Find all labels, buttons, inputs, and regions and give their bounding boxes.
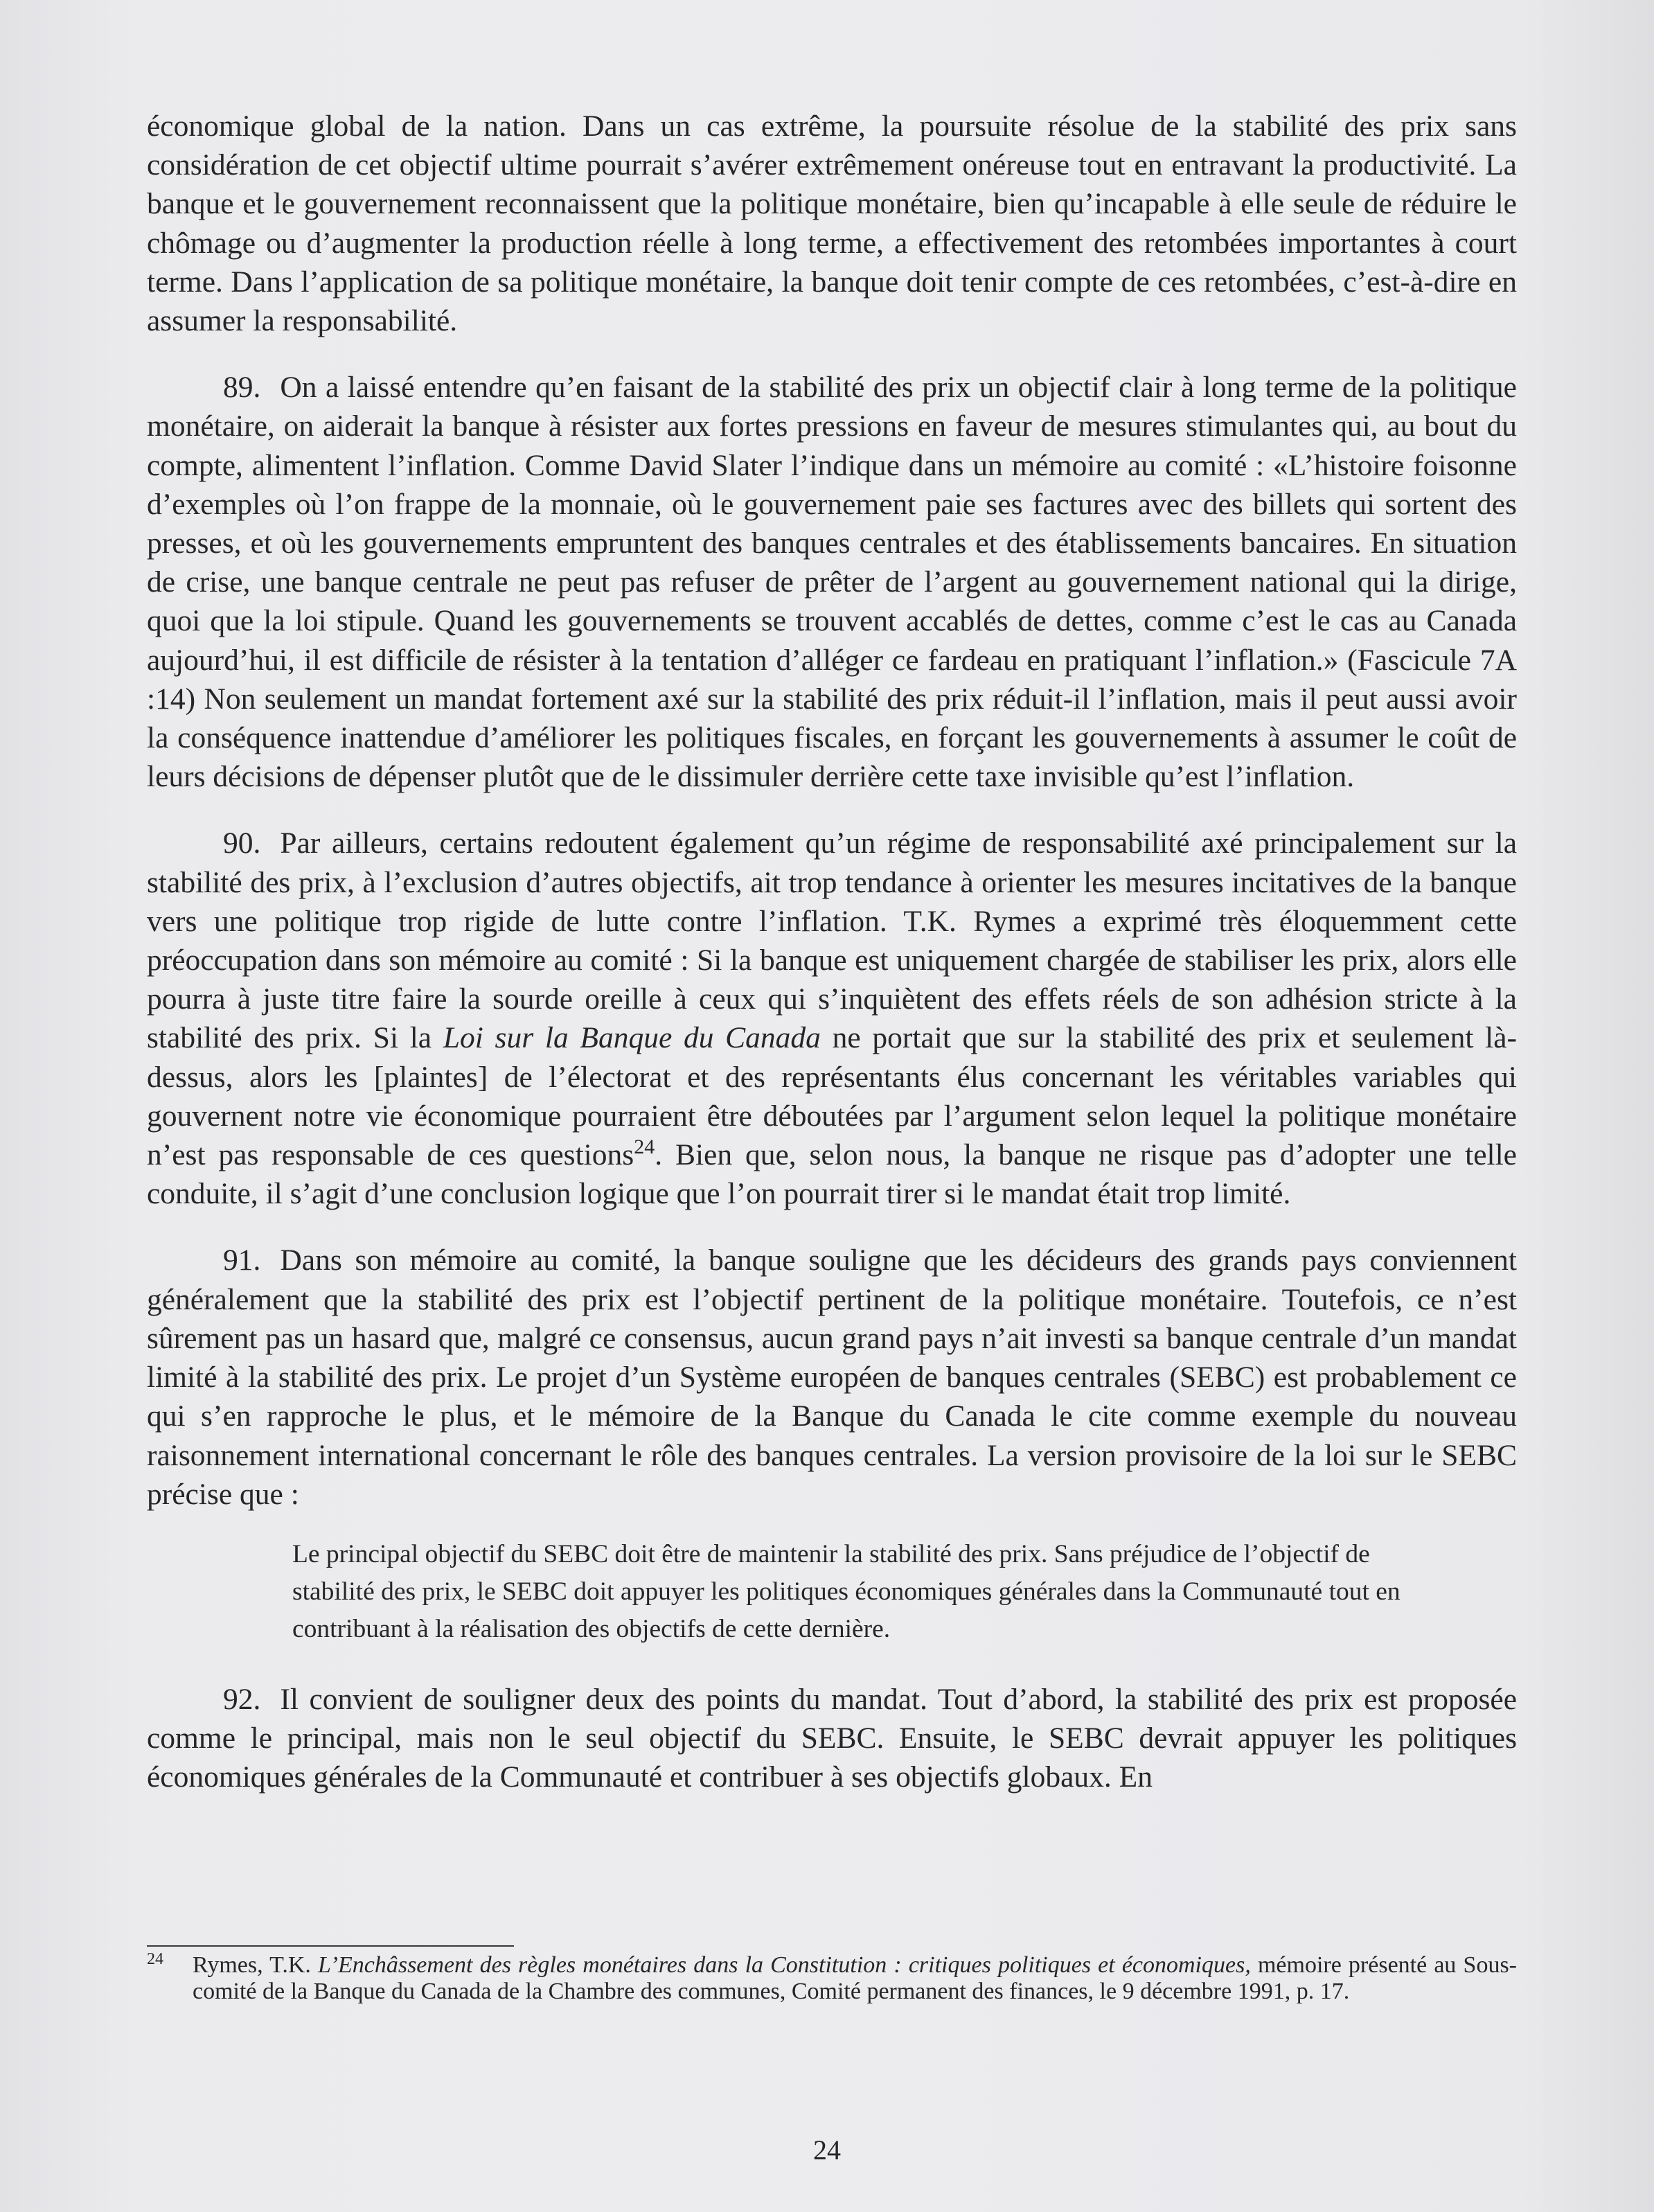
page-number: 24 [813, 2134, 841, 2166]
footnote-title-italic: L’Enchâssement des règles monétaires dans la Constitution : critiques politiques et économiques, [318, 1952, 1251, 1978]
paragraph-text: économique global de la nation. Dans un cas extrême, la poursuite résolue de la stabilité des prix sans considération de cet objectif ultime pourrait s’avérer extrêmement onéreuse tout en entravant la productivité. La banque et le gouvernement reconnaissent que la politique monétaire, bien qu’incapable à elle seule de réduire le chômage ou d’augmenter la production réelle à long terme, a effectivement des retombées importantes à court terme. Dans l’application de sa politique monétaire, la banque doit tenir compte de ces retombées, c’est-à-dire en assumer la responsabilité. [147, 109, 1517, 338]
quote-text: Le principal objectif du SEBC doit être de maintenir la stabilité des prix. Sans préjudice de l’objectif de stabilité des prix, le SEBC doit appuyer les politiques économiques générales dans la Communauté tout en contribuant à la réalisation des objectifs de cette dernière. [292, 1539, 1400, 1643]
paragraph-number: 92. [223, 1682, 261, 1716]
paragraph-text: Par ailleurs, certains redoutent également qu’un régime de responsabilité axé principalement sur la stabilité des prix, à l’exclusion d’autres objectifs, ait trop tendance à orienter les mesures incitatives de la banque vers une politique trop rigide de lutte contre l’inflation. T.K. Rymes a exprimé très éloquemment cette préoccupation dans son mémoire au comité : Si la banque est uniquement chargée de stabiliser les prix, alors elle pourra à juste titre faire la sourde oreille à ceux qui s’inquiètent des effets réels de son adhésion stricte à la stabilité des prix. Si la [147, 826, 1517, 1055]
block-quote [292, 1536, 1435, 1648]
footnote-rest: mémoire présenté au Sous-comité de la Banque du Canada de la Chambre des communes, Comité permanent des finances, le 9 décembre 1991, p. 17. [193, 1952, 1517, 2004]
paragraph-number: 91. [223, 1244, 261, 1277]
paragraph-text: Dans son mémoire au comité, la banque souligne que les décideurs des grands pays conviennent généralement que la stabilité des prix est l’objectif pertinent de la politique monétaire. Toutefois, ce n’est sûrement pas un hasard que, malgré ce consensus, aucun grand pays n’ait investi sa banque centrale d’un mandat limité à la stabilité des prix. Le projet d’un Système européen de banques centrales (SEBC) est probablement ce qui s’en rapproche le plus, et le mémoire de la Banque du Canada le cite comme exemple du nouveau raisonnement international concernant le rôle des banques centrales. La version provisoire de la loi sur le SEBC précise que : [147, 1244, 1517, 1511]
law-title-italic: Loi sur la Banque du Canada [443, 1021, 821, 1055]
paragraph-text: . Bien que, selon nous, la banque ne risque pas d’adopter une telle conduite, il s’agit d’une conclusion logique que l’on pourrait tirer si le mandat était trop limité. [147, 1138, 1517, 1211]
paragraph-92 [147, 1680, 1517, 1797]
paragraph-text: ne portait que sur la stabilité des prix et seulement là-dessus, alors les [plaintes] de l’électorat et des représentants élus concernant les véritables variables qui gouvernent notre vie économique pourraient être déboutées par l’argument selon lequel la politique monétaire n’est pas responsable de ces questions [147, 1021, 1517, 1172]
paragraph-text: Il convient de souligner deux des points du mandat. Tout d’abord, la stabilité des prix est proposée comme le principal, mais non le seul objectif du SEBC. Ensuite, le SEBC devrait appuyer les politiques économiques générales de la Communauté et contribuer à ses objectifs globaux. En [147, 1682, 1517, 1794]
footnote-author: Rymes, T.K. [193, 1952, 319, 1978]
footnote-divider [147, 1945, 514, 1947]
body-text [147, 107, 1517, 1825]
paragraph-88-continuation [147, 107, 1517, 340]
paragraph-text: On a laissé entendre qu’en faisant de la stabilité des prix un objectif clair à long terme de la politique monétaire, on aiderait la banque à résister aux fortes pressions en faveur de mesures stimulantes qui, au bout du compte, alimentent l’inflation. Comme David Slater l’indique dans un mémoire au comité : «L’histoire foisonne d’exemples où l’on frappe de la monnaie, où le gouvernement paie ses factures avec des billets qui sortent des presses, et où les gouvernements empruntent des banques centrales et des établissements bancaires. En situation de crise, une banque centrale ne peut pas refuser de prêter de l’argent au gouvernement national qui la dirige, quoi que la loi stipule. Quand les gouvernements se trouvent accablés de dettes, comme c’est le cas au Canada aujourd’hui, il est difficile de résister à la tentation d’alléger ce fardeau en pratiquant l’inflation.» (Fascicule 7A :14) Non seulement un mandat fortement axé sur la stabilité des prix réduit-il l’inflation, mais il peut aussi avoir la conséquence inattendue d’améliorer les politiques fiscales, en forçant les gouvernements à assumer le coût de leurs décisions de dépenser plutôt que de le dissimuler derrière cette taxe invisible qu’est l’inflation. [147, 371, 1517, 794]
footnote-24: 24 Rymes, T.K. L’Enchâssement des règles monétaires dans la Constitution : critiques politiques et économiques, mémoire présenté au Sous-comité de la Banque du Canada de la Chambre des communes, Comité permanent des finances, le 9 décembre 1991, p. 17. [147, 1950, 1517, 2004]
paragraph-91 [147, 1241, 1517, 1513]
paragraph-89 [147, 368, 1517, 796]
paragraph-number: 90. [223, 826, 261, 860]
paragraph-number: 89. [223, 371, 261, 405]
footnote-body [193, 1952, 1517, 2005]
footnote-reference[interactable]: 24 [634, 1135, 655, 1159]
paragraph-90 [147, 824, 1517, 1213]
